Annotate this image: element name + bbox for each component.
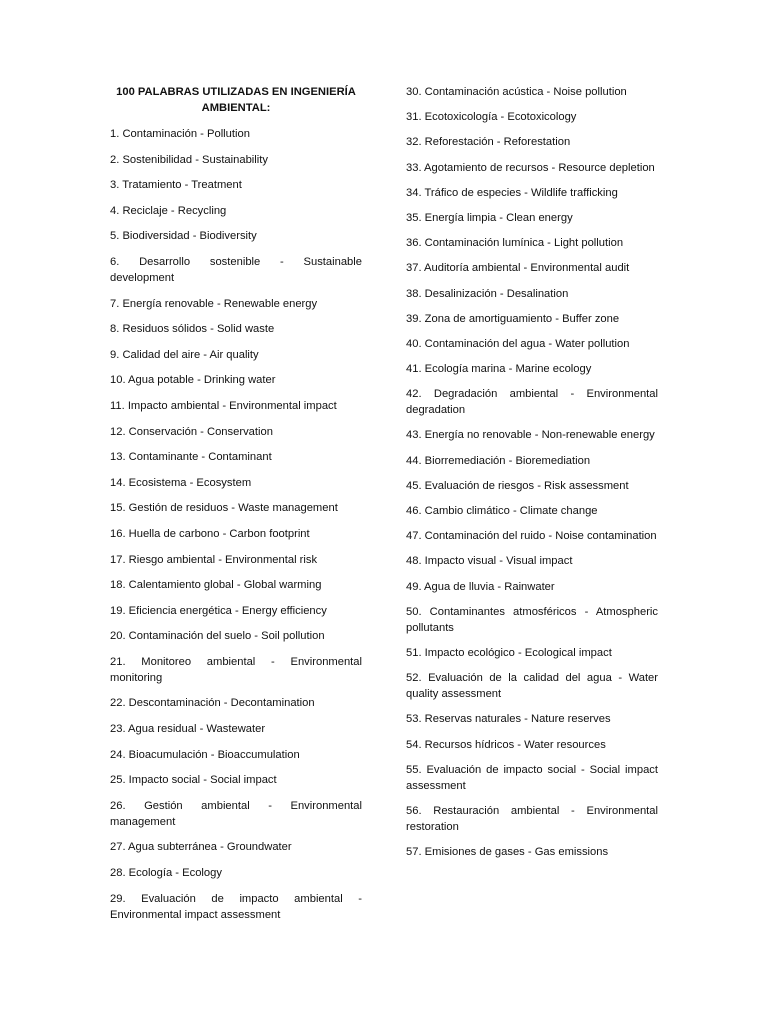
glossary-entry: 46. Cambio climático - Climate change (406, 505, 598, 517)
glossary-entry: 50. Contaminantes atmosféricos - Atmospheric pollutants (406, 605, 658, 634)
glossary-entry: 22. Descontaminación - Decontamination (110, 697, 315, 710)
glossary-entry: 25. Impacto social - Social impact (110, 774, 277, 787)
glossary-entry: 56. Restauración ambiental - Environmental restoration (406, 804, 658, 833)
glossary-entry: 52. Evaluación de la calidad del agua - Water quality assessment (406, 672, 658, 701)
glossary-entry: 28. Ecología - Ecology (110, 867, 222, 880)
glossary-entry: 47. Contaminación del ruido - Noise contamination (406, 530, 657, 543)
glossary-entry: 31. Ecotoxicología - Ecotoxicology (406, 111, 577, 124)
document-title: 100 PALABRAS UTILIZADAS EN INGENIERÍA AMBIENTAL: (116, 86, 356, 114)
glossary-entry: 3. Tratamiento - Treatment (110, 179, 242, 192)
glossary-entry: 14. Ecosistema - Ecosystem (110, 476, 252, 489)
left-column (110, 84, 362, 932)
glossary-entry: 21. Monitoreo ambiental - Environmental monitoring (110, 655, 362, 684)
glossary-entry: 4. Reciclaje - Recycling (110, 204, 227, 217)
glossary-entry: 48. Impacto visual - Visual impact (406, 555, 573, 568)
glossary-entry: 37. Auditoría ambiental - Environmental audit (406, 262, 630, 275)
glossary-entry: 36. Contaminación lumínica - Light pollution (406, 237, 624, 250)
glossary-entry: 57. Emisiones de gases - Gas emissions (406, 846, 609, 859)
glossary-entry: 39. Zona de amortiguamiento - Buffer zone (406, 312, 620, 325)
glossary-entry: 13. Contaminante - Contaminant (110, 451, 272, 464)
glossary-entry: 49. Agua de lluvia - Rainwater (406, 580, 555, 593)
glossary-entry: 29. Evaluación de impacto ambiental - Environmental impact assessment (110, 892, 362, 921)
glossary-entry: 24. Bioacumulación - Bioaccumulation (110, 748, 300, 761)
glossary-entry: 19. Eficiencia energética - Energy efficiency (110, 604, 327, 617)
glossary-entry: 10. Agua potable - Drinking water (110, 374, 276, 387)
glossary-entry: 38. Desalinización - Desalination (406, 287, 569, 300)
glossary-entry: 43. Energía no renovable - Non-renewable energy (406, 429, 655, 442)
glossary-entry: 55. Evaluación de impacto social - Social impact assessment (406, 763, 658, 792)
glossary-entry: 41. Ecología marina - Marine ecology (406, 363, 592, 376)
glossary-entry: 40. Contaminación del agua - Water pollution (406, 337, 630, 350)
glossary-entry: 34. Tráfico de especies - Wildlife trafficking (406, 186, 618, 199)
glossary-entry: 45. Evaluación de riesgos - Risk assessment (406, 479, 629, 492)
glossary-entry: 35. Energía limpia - Clean energy (406, 211, 573, 224)
glossary-entry: 12. Conservación - Conservation (110, 425, 273, 438)
glossary-entry: 26. Gestión ambiental - Environmental management (110, 799, 362, 828)
glossary-entry: 51. Impacto ecológico - Ecological impact (406, 646, 612, 659)
glossary-entry: 15. Gestión de residuos - Waste management (110, 502, 338, 515)
glossary-entry: 2. Sostenibilidad - Sustainability (110, 153, 268, 166)
glossary-entry: 27. Agua subterránea - Groundwater (110, 841, 292, 854)
glossary-entry: 11. Impacto ambiental - Environmental impact (110, 399, 337, 412)
glossary-entry: 5. Biodiversidad - Biodiversity (110, 230, 257, 243)
glossary-entry: 44. Biorremediación - Bioremediation (406, 454, 591, 467)
glossary-entry: 20. Contaminación del suelo - Soil pollution (110, 630, 325, 643)
glossary-entry: 53. Reservas naturales - Nature reserves (406, 713, 611, 726)
glossary-entry: 33. Agotamiento de recursos - Resource depletion (406, 161, 655, 174)
glossary-entry: 7. Energía renovable - Renewable energy (110, 297, 318, 310)
left-entry-list (110, 126, 362, 923)
glossary-entry: 42. Degradación ambiental - Environmental degradation (406, 388, 658, 417)
glossary-entry: 6. Desarrollo sostenible - Sustainable development (110, 255, 362, 284)
glossary-entry: 23. Agua residual - Wastewater (110, 723, 266, 736)
glossary-entry: 16. Huella de carbono - Carbon footprint (110, 527, 310, 540)
glossary-entry: 1. Contaminación - Pollution (110, 128, 250, 140)
glossary-entry: 9. Calidad del aire - Air quality (110, 348, 259, 361)
glossary-entry: 54. Recursos hídricos - Water resources (406, 738, 606, 751)
right-column (406, 84, 658, 869)
right-entry-list (406, 84, 658, 860)
glossary-entry: 32. Reforestación - Reforestation (406, 136, 571, 149)
glossary-entry: 17. Riesgo ambiental - Environmental risk (110, 553, 318, 566)
glossary-entry: 30. Contaminación acústica - Noise pollution (406, 86, 627, 98)
glossary-entry: 8. Residuos sólidos - Solid waste (110, 323, 275, 336)
glossary-entry: 18. Calentamiento global - Global warming (110, 579, 322, 592)
